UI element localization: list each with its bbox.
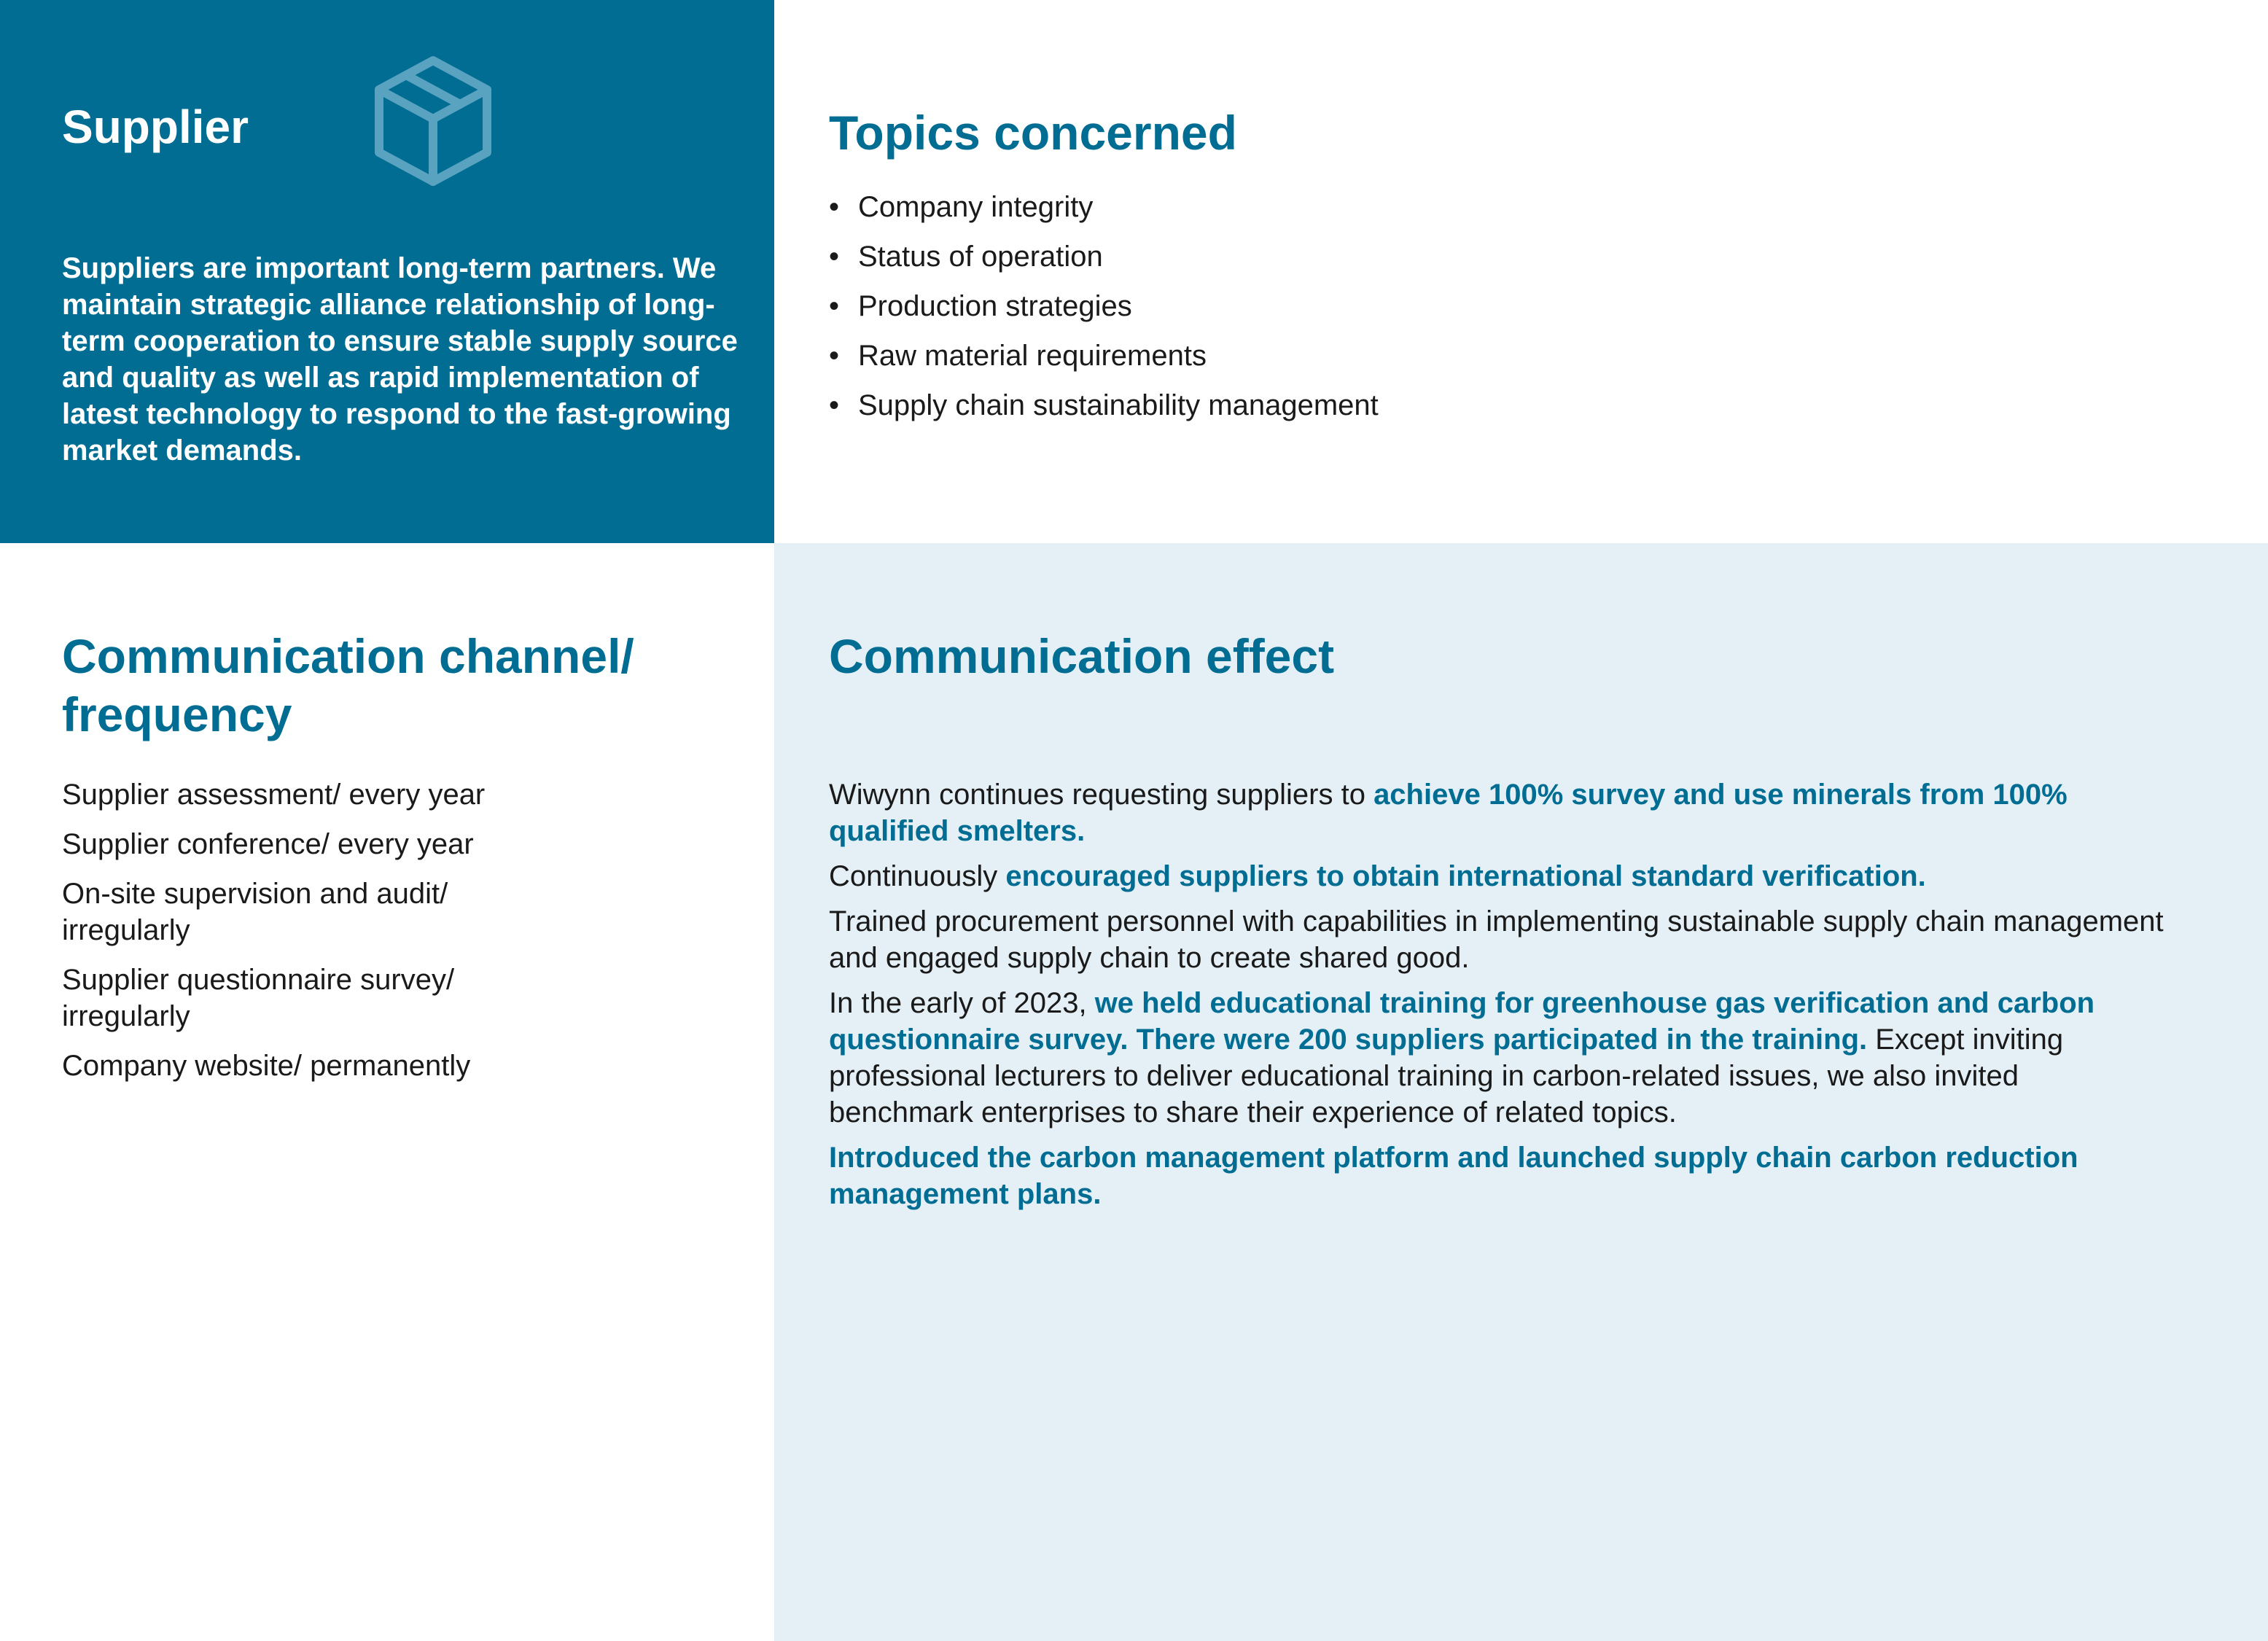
effect-paragraph <box>829 776 2170 849</box>
channel-heading: Communication channel/ frequency <box>62 629 634 741</box>
effect-heading: Communication effect <box>829 629 1335 683</box>
bullet: • <box>829 389 840 421</box>
bullet: • <box>829 191 840 223</box>
bullet: • <box>829 241 840 273</box>
list-item: On-site supervision and audit/ irregularly <box>62 878 448 946</box>
topics-heading: Topics concerned <box>829 106 1237 160</box>
list-item: Supplier assessment/ every year <box>62 779 486 811</box>
list-item <box>829 281 1379 331</box>
list-item <box>829 331 1379 381</box>
list-item: Company website/ permanently <box>62 1050 471 1082</box>
topic-text: Status of operation <box>858 241 1103 273</box>
effect-highlight: Introduced the carbon management platform and launched supply chain carbon reduction management plans. <box>829 1142 2078 1210</box>
topics-list <box>829 182 1379 430</box>
topic-text: Company integrity <box>858 191 1094 223</box>
box-icon <box>373 55 493 187</box>
supplier-title: Supplier <box>62 101 249 153</box>
list-item <box>829 182 1379 232</box>
effect-highlight: we held educational training for greenhouse gas verification and carbon questionnaire survey. There were 200 suppliers participated in the training. <box>829 987 2095 1056</box>
effect-highlight: achieve 100% survey and use minerals from 100% qualified smelters. <box>829 779 2068 847</box>
supplier-description: Suppliers are important long-term partners. We maintain strategic alliance relationship of long-term cooperation to ensure stable supply source and quality as well as rapid implementation of latest technology to respond to the fast-growing market demands. <box>62 252 738 467</box>
effect-paragraph <box>829 985 2170 1131</box>
list-item <box>829 232 1379 281</box>
topic-text: Production strategies <box>858 290 1132 322</box>
effect-paragraph <box>829 1139 2170 1212</box>
list-item: Supplier conference/ every year <box>62 828 474 860</box>
effect-text: Except inviting professional lecturers to deliver educational training in carbon-related issues, we also invited benchmark enterprises to share their experience of related topics. <box>829 1024 2064 1129</box>
bullet: • <box>829 340 840 372</box>
list-item <box>829 381 1379 430</box>
list-item: Supplier questionnaire survey/ irregularly <box>62 964 455 1032</box>
effect-text: Continuously <box>829 860 1006 892</box>
effect-paragraph <box>829 903 2170 976</box>
effect-highlight: encouraged suppliers to obtain international standard verification. <box>1005 860 1926 892</box>
bullet: • <box>829 290 840 322</box>
effect-body <box>829 776 2170 1221</box>
effect-text: In the early of 2023, <box>829 987 1095 1019</box>
effect-text: Trained procurement personnel with capabilities in implementing sustainable supply chain management and engaged supply chain to create shared good. <box>829 905 2164 974</box>
effect-paragraph <box>829 858 2170 894</box>
channel-list <box>62 776 514 1097</box>
topic-text: Supply chain sustainability management <box>858 389 1379 421</box>
effect-text: Wiwynn continues requesting suppliers to <box>829 779 1374 811</box>
topic-text: Raw material requirements <box>858 340 1207 372</box>
